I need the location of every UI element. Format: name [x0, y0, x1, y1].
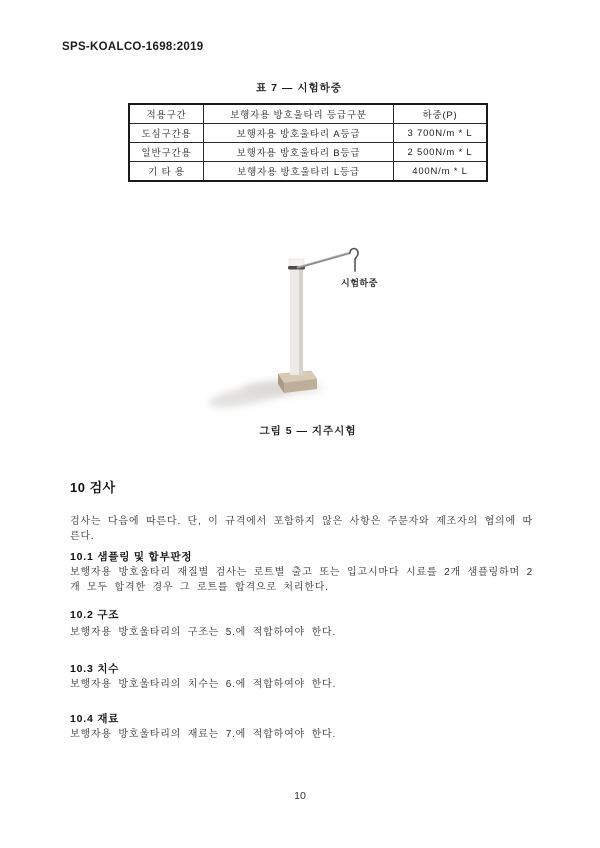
- figure5-post-test-image: [198, 228, 418, 423]
- section-10-2-body: 보행자용 방호울타리의 구조는 5.에 적합하여야 한다.: [70, 627, 337, 638]
- table-row: [129, 162, 487, 182]
- table-row: [129, 124, 487, 143]
- col-header-load: 하중(P): [394, 104, 488, 124]
- col-header-section: 적용구간: [129, 104, 204, 124]
- section-10-heading: 10 검사: [70, 480, 116, 495]
- table-header-row: [129, 104, 487, 124]
- cell-grade: 보행자용 방호울타리 L등급: [204, 162, 394, 182]
- section-10-1-heading: 10.1 샘플링 및 합부판정: [70, 551, 193, 563]
- cell-load: 2 500N/m * L: [394, 143, 488, 162]
- post-test-illustration: [198, 228, 418, 423]
- section-10-4-heading: 10.4 재료: [70, 713, 120, 725]
- load-rod: [297, 253, 350, 268]
- section-10-1-body: 보행자용 방호울타리 재질별 검사는 로트별 출고 또는 입고시마다 시료를 2개 샘플링하며 2개 모두 합격한 경우 그 로트를 합격으로 처리한다.: [70, 567, 533, 593]
- post-side-face: [299, 265, 303, 375]
- cell-section: 기 타 용: [129, 162, 204, 182]
- load-hook: [350, 249, 358, 272]
- table7-test-load: [128, 103, 488, 182]
- section-10-4-body: 보행자용 방호울타리의 재료는 7.에 적합하여야 한다.: [70, 729, 337, 740]
- table-row: [129, 143, 487, 162]
- cell-section: 일반구간용: [129, 143, 204, 162]
- section-10-body: 검사는 다음에 따른다. 단, 이 규격에서 포함하지 않은 사항은 주문자와 제조자의 협의에 따른다.: [70, 516, 533, 542]
- figure5-caption: 그림 5 — 지주시험: [259, 425, 357, 437]
- post-cap: [289, 259, 304, 266]
- col-header-grade: 보행자용 방호울타리 등급구분: [204, 104, 394, 124]
- post-front-face: [290, 265, 299, 375]
- cell-section: 도심구간용: [129, 124, 204, 143]
- section-10-2-heading: 10.2 구조: [70, 609, 120, 621]
- cell-load: 3 700N/m * L: [394, 124, 488, 143]
- load-label: 시험하중: [341, 278, 378, 288]
- load-rod-highlight: [297, 252, 350, 267]
- section-10-3-heading: 10.3 치수: [70, 663, 120, 675]
- cell-grade: 보행자용 방호울타리 B등급: [204, 143, 394, 162]
- doc-number: SPS-KOALCO-1698:2019: [62, 41, 204, 53]
- cell-load: 400N/m * L: [394, 162, 488, 182]
- cell-grade: 보행자용 방호울타리 A등급: [204, 124, 394, 143]
- page-number: 10: [294, 790, 306, 802]
- section-10-3-body: 보행자용 방호울타리의 치수는 6.에 적합하여야 한다.: [70, 679, 337, 690]
- table7-title: 표 7 — 시험하중: [256, 82, 342, 94]
